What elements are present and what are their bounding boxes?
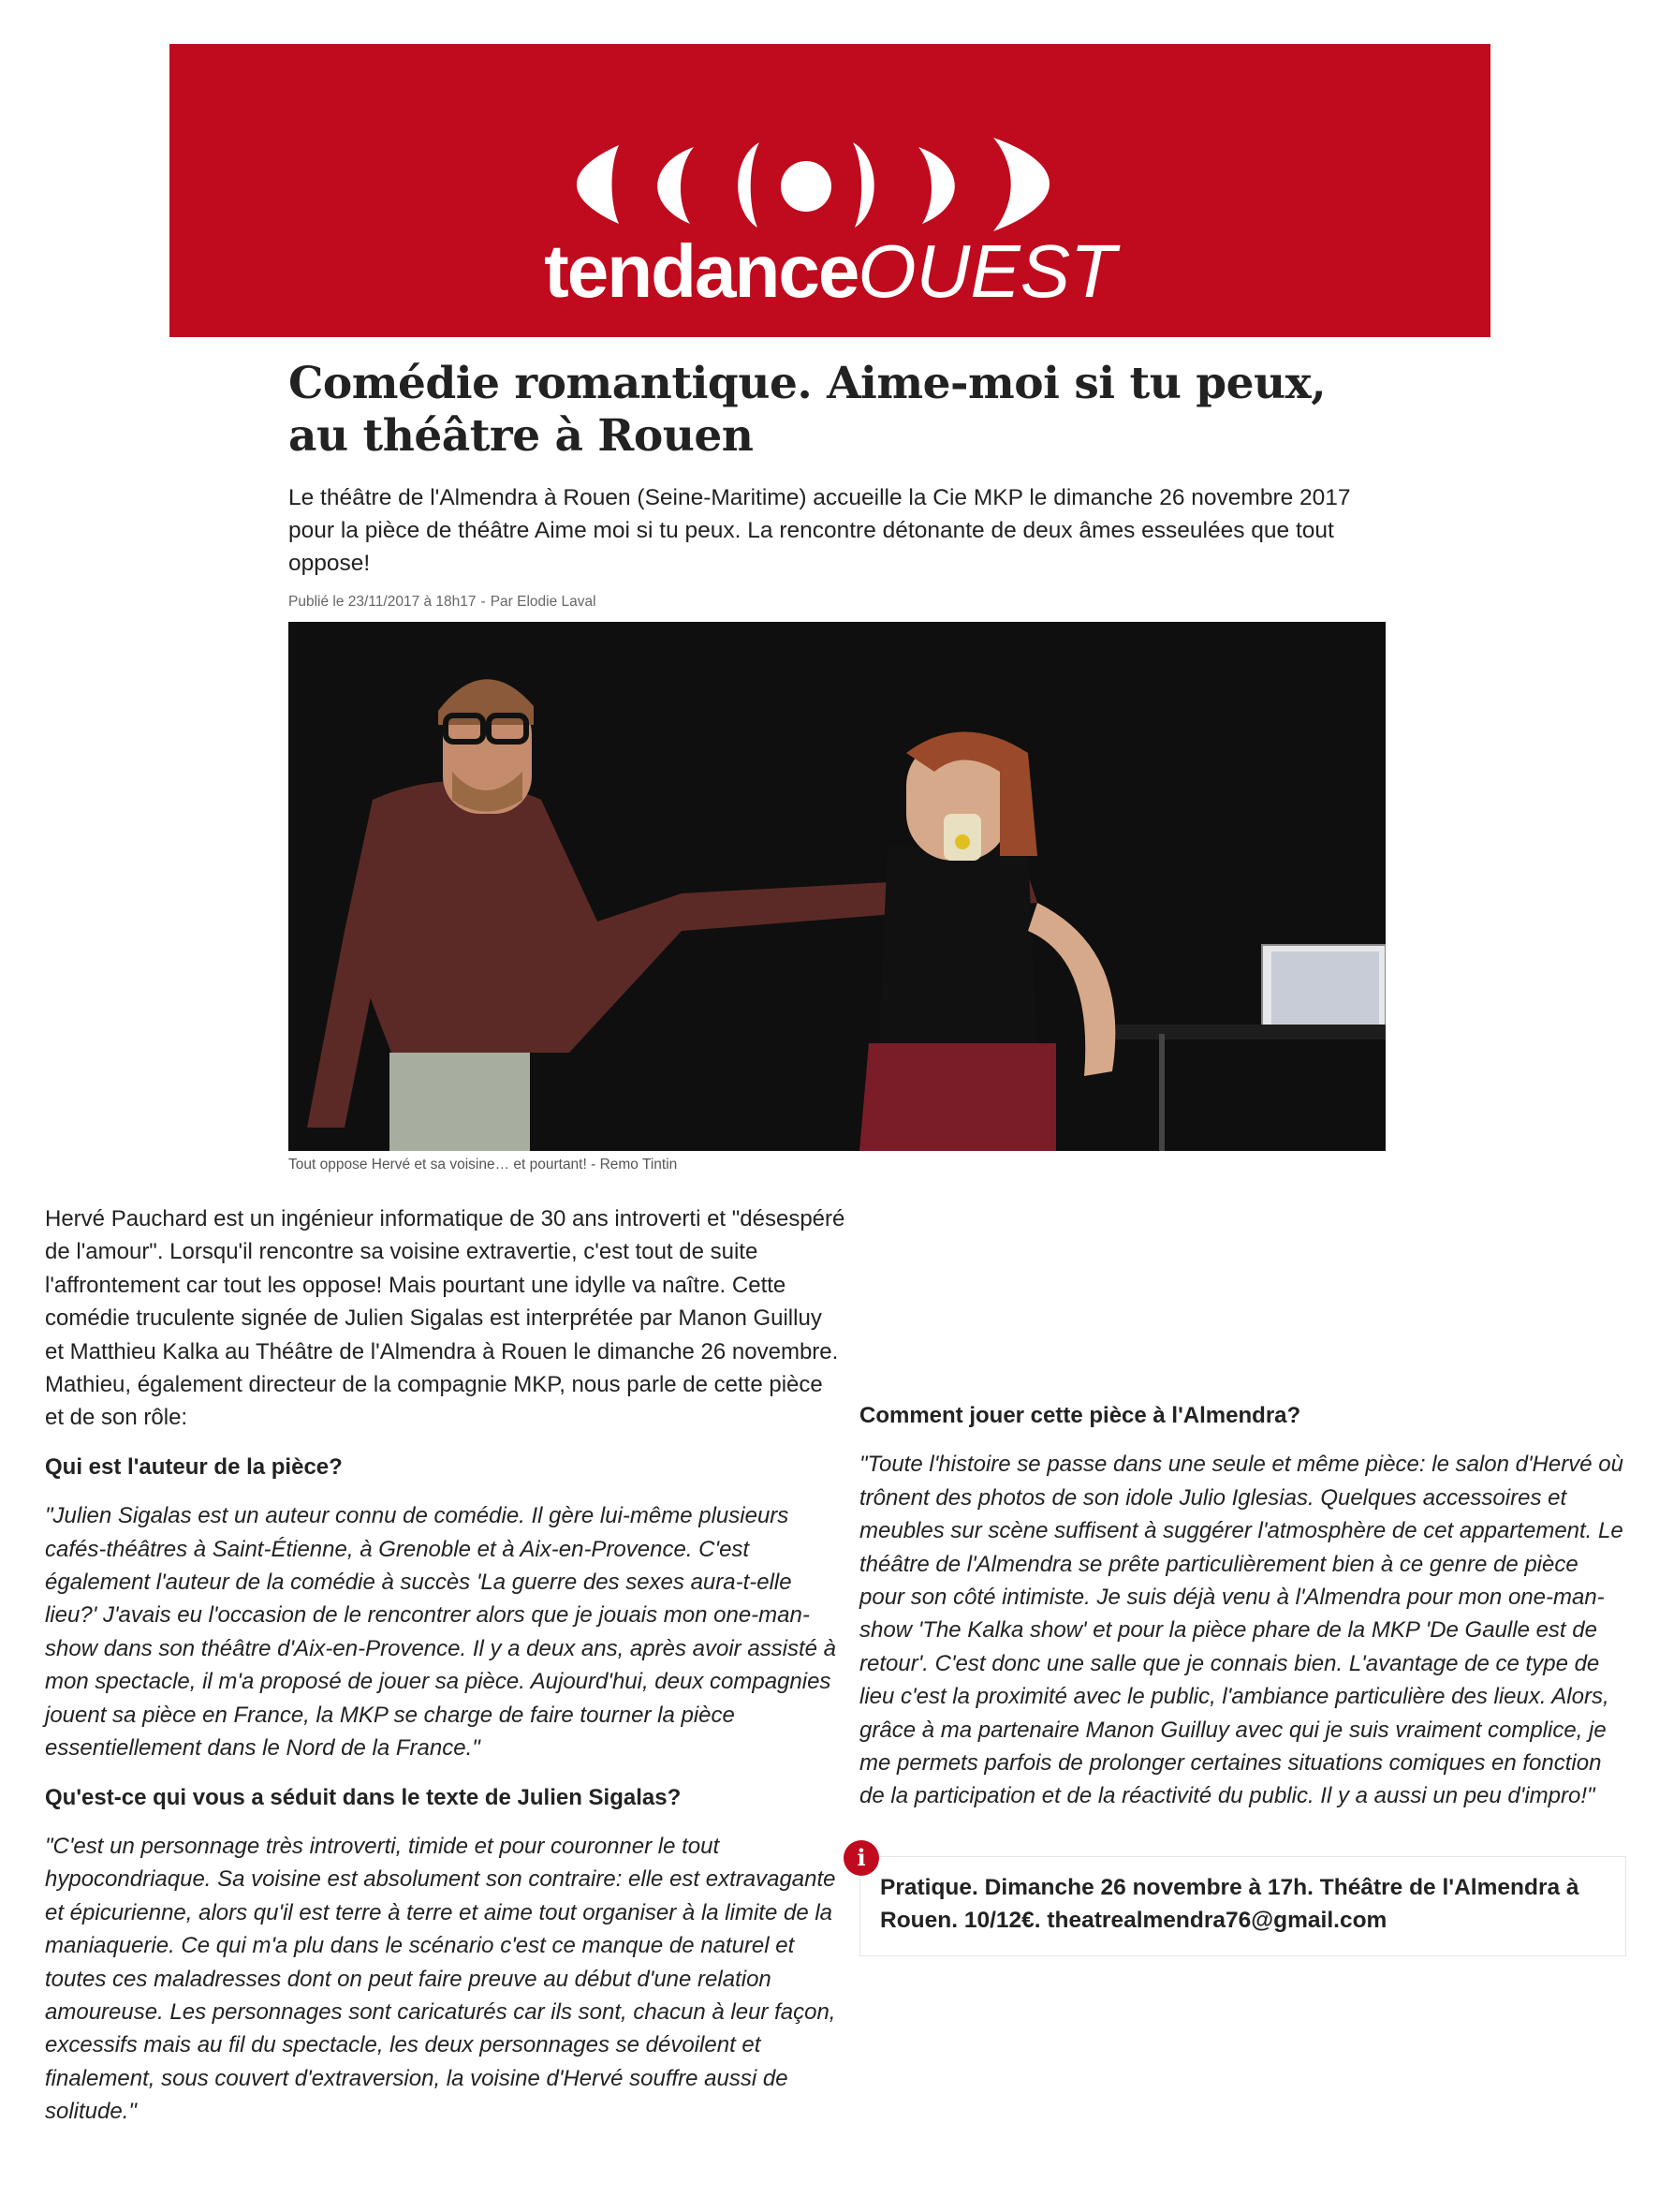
wave-right-inner bbox=[853, 142, 874, 228]
article-meta bbox=[288, 594, 596, 611]
photo-caption: Tout oppose Hervé et sa voisine… et pourtant! - Remo Tintin bbox=[288, 1157, 678, 1172]
wave-right-middle bbox=[918, 147, 955, 224]
info-icon: i bbox=[844, 1840, 879, 1876]
article-photo bbox=[288, 622, 1386, 1151]
logo-word-2: OUEST bbox=[858, 229, 1116, 313]
wave-left-middle bbox=[657, 147, 694, 224]
article-body-right bbox=[859, 1399, 1627, 1813]
article-body-left bbox=[45, 1202, 845, 2129]
question-2: Qu'est-ce qui vous a séduit dans le texte de Julien Sigalas? bbox=[45, 1784, 682, 1810]
wave-left-outer bbox=[577, 145, 619, 224]
logo-word-1: tendance bbox=[544, 229, 859, 313]
wave-left-inner bbox=[738, 142, 759, 228]
answer-1: "Julien Sigalas est un auteur connu de comédie. Il gère lui-même plusieurs cafés-théâtres à Saint-Étienne, à Grenoble et à Aix-en-Provence. C'est également l'auteur de la comédie à succès 'La guerre des sexes aura-t-elle lieu?' J'avais eu l'occasion de le rencontrer alors que je jouais mon one-man-show dans son théâtre d'Aix-en-Provence. Il y a deux ans, après avoir assisté à mon spectacle, il m'a proposé de jouer sa pièce. Aujourd'hui, deux compagnies jouent sa pièce en France, la MKP se charge de faire tourner la pièce essentiellement dans le Nord de la France." bbox=[45, 1503, 837, 1762]
practical-info-box bbox=[857, 1844, 1626, 1956]
article-title: Comédie romantique. Aime-moi si tu peux, au théâtre à Rouen bbox=[288, 358, 1327, 462]
question-3: Comment jouer cette pièce à l'Almendra? bbox=[859, 1403, 1301, 1428]
article-lead: Le théâtre de l'Almendra à Rouen (Seine-Maritime) accueille la Cie MKP le dimanche 26 novembre 2017 pour la pièce de théâtre Aime moi si tu peux. La rencontre détonante de deux âmes esseulées que tout oppose! bbox=[288, 485, 1351, 576]
question-1: Qui est l'auteur de la pièce? bbox=[45, 1453, 343, 1480]
site-banner[interactable] bbox=[169, 44, 1490, 337]
publish-date: Publié le 23/11/2017 à 18h17 bbox=[288, 594, 477, 610]
answer-2: "C'est un personnage très introverti, timide et pour couronner le tout hypocondriaque. Sa voisine est absolument son contraire: elle est extravagante et épicurienne, alors qu'il est terre à terre et aime tout organiser à la limite de la maniaquerie. Ce qui m'a plu dans le scénario c'est ce manque de naturel et toutes ces maladresses dont on peut faire preuve au début d'une relation amoureuse. Les personnages sont caricaturés car ils sont, chacun à leur façon, excessifs mais au fil du spectacle, les deux personnages se dévoilent et finalement, sous couvert d'extraversion, la voisine d'Hervé souffre aussi de solitude." bbox=[45, 1833, 836, 2125]
stage-scene-illustration bbox=[288, 622, 1386, 1151]
stage-table bbox=[1112, 1025, 1386, 1040]
answer-3: "Toute l'histoire se passe dans une seule et même pièce: le salon d'Hervé où trônent des photos de son idole Julio Iglesias. Quelques accessoires et meubles sur scène suffisent à suggérer l'atmosphère de cet appartement. Le théâtre de l'Almendra se prête particulièrement bien à ce genre de pièce pour son côté intimiste. Je suis déjà venu à l'Almendra pour mon one-man-show 'The Kalka show' et pour la pièce phare de la MKP 'De Gaulle est de retour'. C'est donc une salle que je connais bien. L'avantage de ce type de lieu c'est la proximité avec le public, l'ambiance particulière des lieux. Alors, grâce à ma partenaire Manon Guilluy avec qui je suis vraiment complice, je me permets parfois de prolonger certaines situations comiques en fonction de la participation et de la réactivité du public. Il y a aussi un peu d'impro!" bbox=[859, 1452, 1623, 1809]
intro-paragraph: Hervé Pauchard est un ingénieur informatique de 30 ans introverti et "désespéré de l'amour". Lorsqu'il rencontre sa voisine extravertie, c'est tout de suite l'affrontement car tout les oppose! Mais pourtant une idylle va naître. Cette comédie truculente signée de Julien Sigalas est interprétée par Manon Guilluy et Matthieu Kalka au Théâtre de l'Almendra à Rouen le dimanche 26 novembre. Mathieu, également directeur de la compagnie MKP, nous parle de cette pièce et de son rôle: bbox=[45, 1206, 845, 1431]
wave-right-outer bbox=[993, 138, 1050, 231]
logo-dot bbox=[781, 161, 831, 212]
author-link[interactable]: Par Elodie Laval bbox=[490, 594, 596, 610]
meta-separator: - bbox=[480, 594, 486, 610]
site-logo bbox=[169, 229, 1490, 314]
practical-info-text: Pratique. Dimanche 26 novembre à 17h. Théâtre de l'Almendra à Rouen. 10/12€. theatrealmendra76@gmail.com bbox=[880, 1875, 1579, 1933]
